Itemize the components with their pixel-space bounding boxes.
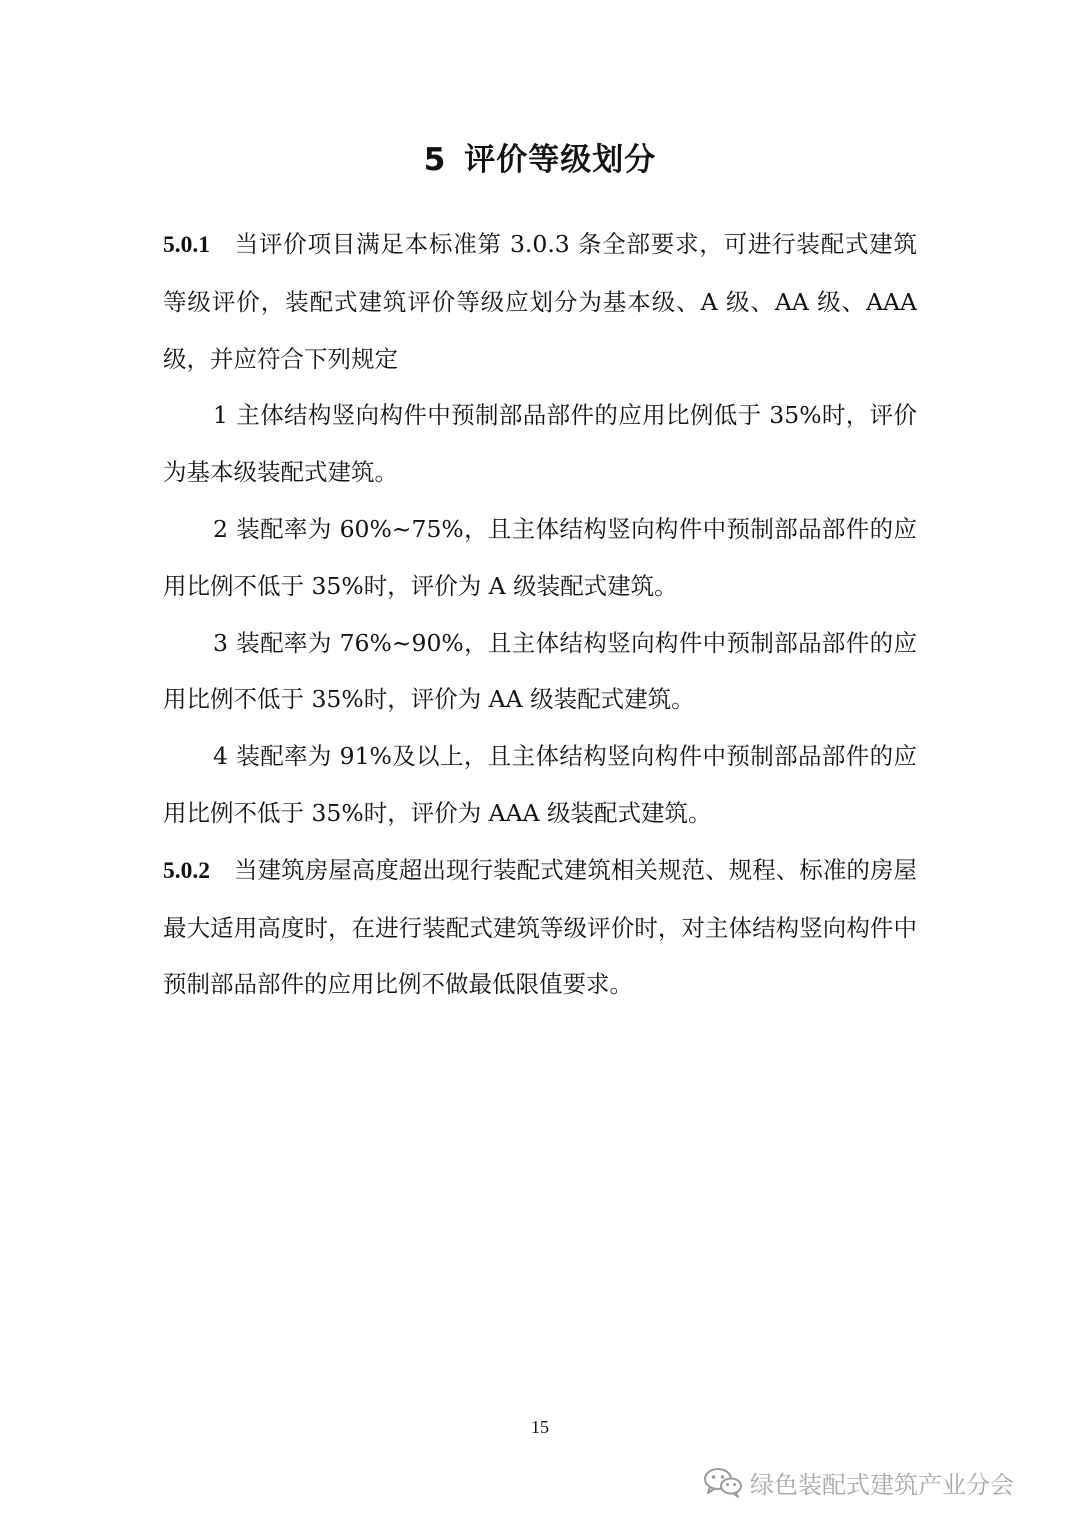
clause-5-0-2 [163,842,917,1013]
item-number: 3 [213,628,228,657]
clause-number: 5.0.2 [163,857,210,884]
list-item [163,728,917,842]
item-number: 4 [213,742,228,771]
clause-text: 当评价项目满足本标准第 3.0.3 条全部要求，可进行装配式建筑等级评价，装配式建筑评价等级应划分为基本级、A 级、AA 级、AAA 级，并应符合下列规定 [163,230,917,373]
watermark-text: 绿色装配式建筑产业分会 [750,1470,1014,1499]
chapter-number: 5 [423,142,447,178]
item-text: 装配率为 91%及以上，且主体结构竖向构件中预制部品部件的应用比例不低于 35%时，评价为 AAA 级装配式建筑。 [163,742,917,827]
list-item [163,615,917,729]
chapter-title [0,138,1080,182]
document-body [163,216,917,1013]
item-number: 1 [213,401,228,430]
page-number: 15 [531,1417,549,1437]
watermark [702,1462,1014,1502]
chapter-title-text: 评价等级划分 [464,142,657,178]
clause-number: 5.0.1 [163,232,210,258]
clause-text: 当建筑房屋高度超出现行装配式建筑相关规范、规程、标准的房屋最大适用高度时，在进行装配式建筑等级评价时，对主体结构竖向构件中预制部品部件的应用比例不做最低限值要求。 [163,855,917,999]
item-text: 装配率为 60%~75%，且主体结构竖向构件中预制部品部件的应用比例不低于 35%时，评价为 A 级装配式建筑。 [163,514,917,600]
clause-5-0-1 [163,216,917,387]
item-text: 主体结构竖向构件中预制部品部件的应用比例低于 35%时，评价为基本级装配式建筑。 [163,401,917,487]
item-text: 装配率为 76%~90%，且主体结构竖向构件中预制部品部件的应用比例不低于 35%时，评价为 AA 级装配式建筑。 [163,628,917,714]
list-item [163,501,917,615]
item-number: 2 [213,514,228,543]
list-item [163,387,917,501]
wechat-icon [702,1466,744,1498]
